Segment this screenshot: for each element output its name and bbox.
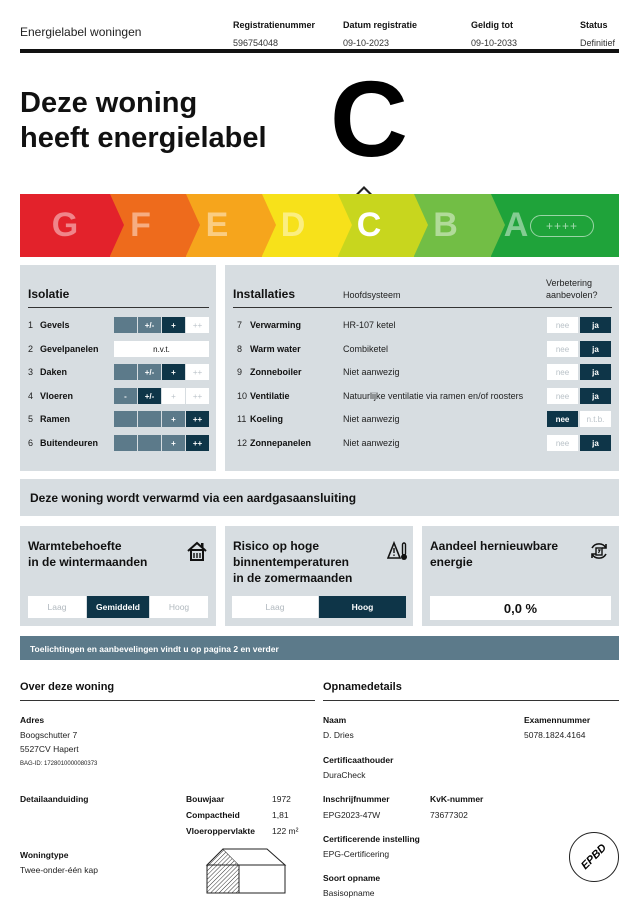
certificaathouder-label: Certificaathouder [323,755,394,765]
isolatie-cell: ++ [186,411,209,427]
soort-opname-value: Basisopname [323,888,375,898]
installatie-row-zonneboiler: 9 Zonneboiler [237,367,302,377]
risico-option-hoog: Hoog [319,596,406,618]
isolatie-cell: + [162,364,185,380]
scale-letter-d: D [280,206,306,244]
scale-letter-a: A [503,206,529,244]
kvk-value: 73677302 [430,810,468,820]
naam-label: Naam [323,715,347,725]
installaties-panel [225,265,619,471]
inschrijfnummer-value: EPG2023-47W [323,810,381,820]
bouwjaar-value: 1972 [272,794,291,804]
hernieuwbaar-panel: Aandeel hernieuwbare energie 0,0 % [422,526,619,626]
woningtype-value: Twee-onder-één kap [20,865,98,875]
bouwjaar-label: Bouwjaar [186,794,225,804]
inschrijfnummer-label: Inschrijfnummer [323,794,390,804]
verbetering-nee: nee [547,341,578,357]
isolatie-row-vloeren: 4 Vloeren [28,391,74,401]
opnamedetails-title: Opnamedetails [323,681,402,693]
scale-letter-f: F [130,206,151,244]
installaties-title: Installaties [233,287,296,301]
verbetering-nee: nee [547,364,578,380]
energy-scale [20,194,619,257]
isolatie-row-gevels: 1 Gevels [28,320,70,330]
isolatie-cell [138,435,161,451]
header-divider [20,49,619,53]
installatie-row-koeling: 11 Koeling [237,414,283,424]
hernieuwbaar-value: 0,0 % [430,596,611,620]
status-field: Status Definitief [580,20,616,48]
verbetering-nee: nee [547,411,578,427]
installatie-row-warm-water: 8 Warm water [237,344,301,354]
warmte-option-gemiddeld: Gemiddeld [87,596,149,618]
isolatie-cell [114,435,137,451]
compactheid-label: Compactheid [186,810,240,820]
hoofdsysteem-value: HR-107 ketel [343,320,396,330]
verbetering-ja: ja [580,317,611,333]
hoofdsysteem-value: Niet aanwezig [343,414,400,424]
adres-line1: Boogschutter 7 [20,730,78,740]
adres-line2: 5527CV Hapert [20,744,79,754]
installatie-row-ventilatie: 10 Ventilatie [237,391,290,401]
renewable-energy-icon [588,540,610,562]
isolatie-cell: + [162,388,185,404]
thermometer-warning-icon [387,540,409,562]
isolatie-cell [114,317,137,333]
naam-value: D. Dries [323,730,354,740]
isolatie-row-daken: 3 Daken [28,367,68,377]
isolatie-cell: ++ [186,388,209,404]
isolatie-cell: +/- [138,388,161,404]
hoofdsysteem-value: Natuurlijke ventilatie via ramen en/of roosters [343,391,524,401]
bag-id: BAG-ID: 1728010000080373 [20,761,98,767]
isolatie-cell: - [114,388,137,404]
certificaathouder-value: DuraCheck [323,770,366,780]
isolatie-nvt: n.v.t. [114,341,209,357]
scale-letter-g: G [51,206,79,244]
registratienummer-field: Registratienummer 596754048 [233,20,316,48]
verbetering-header: Verbetering aanbevolen? [546,278,598,300]
document-title: Energielabel woningen [20,25,142,39]
certificerende-instelling-label: Certificerende instelling [323,834,420,844]
risico-panel: Risico op hoge binnentemperaturen in de zomermaanden Laag Hoog [225,526,413,626]
house-heat-icon [186,540,208,562]
verbetering-nee: nee [547,317,578,333]
woningtype-label: Woningtype [20,850,69,860]
compactheid-value: 1,81 [272,810,289,820]
isolatie-cell [114,411,137,427]
examennummer-label: Examennummer [524,715,591,725]
scale-letter-c: C [356,206,382,244]
hoofdsysteem-value: Combiketel [343,344,389,354]
verbetering-ja: n.t.b. [580,411,611,427]
isolatie-row-buitendeuren: 6 Buitendeuren [28,438,99,448]
datum-registratie-field: Datum registratie 09-10-2023 [343,20,418,48]
installatie-row-verwarming: 7 Verwarming [237,320,302,330]
isolatie-panel [20,265,216,471]
verbetering-ja: ja [580,435,611,451]
isolatie-cell: +/- [138,317,161,333]
isolatie-title: Isolatie [28,287,70,301]
geldig-tot-field: Geldig tot 09-10-2033 [471,20,518,48]
verbetering-nee: nee [547,388,578,404]
over-woning-title: Over deze woning [20,681,115,693]
risico-option-laag: Laag [232,596,318,618]
isolatie-row-gevelpanelen: 2 Gevelpanelen [28,344,99,354]
adres-label: Adres [20,715,45,725]
isolatie-row-ramen: 5 Ramen [28,414,71,424]
isolatie-cell [114,364,137,380]
isolatie-cell: + [162,411,185,427]
scale-letter-e: E [205,206,229,244]
epbd-logo-icon: EPBD [569,832,619,882]
toelichting-banner: Toelichtingen en aanbevelingen vindt u op pagina 2 en verder [20,636,619,660]
certificerende-instelling-value: EPG-Certificering [323,849,390,859]
scale-band-g [20,194,110,257]
hoofdsysteem-value: Niet aanwezig [343,438,400,448]
aardgas-notice: Deze woning wordt verwarmd via een aardgasaansluiting [20,479,619,516]
warmtebehoefte-panel: Warmtebehoefte in de wintermaanden Laag Gemiddeld Hoog [20,526,216,626]
isolatie-cell: + [162,435,185,451]
examennummer-value: 5078.1824.4164 [524,730,586,740]
kvk-label: KvK-nummer [430,794,484,804]
warmte-option-hoog: Hoog [150,596,208,618]
headline: Deze woning heeft energielabel [20,87,267,154]
isolatie-cell: ++ [186,435,209,451]
detailaanduiding-label: Detailaanduiding [20,794,89,804]
scale-letter-b: B [433,206,458,244]
isolatie-cell [138,411,161,427]
verbetering-ja: ja [580,341,611,357]
verbetering-ja: ja [580,364,611,380]
semi-detached-house-icon [205,843,291,895]
isolatie-cell: ++ [186,364,209,380]
isolatie-cell: +/- [138,364,161,380]
warmte-option-laag: Laag [28,596,86,618]
hoofdsysteem-header: Hoofdsysteem [343,290,401,300]
isolatie-cell: + [162,317,185,333]
vloeroppervlakte-label: Vloeroppervlakte [186,826,255,836]
isolatie-cell: ++ [186,317,209,333]
soort-opname-label: Soort opname [323,873,381,883]
energy-label-letter: C [330,58,408,179]
verbetering-nee: nee [547,435,578,451]
hoofdsysteem-value: Niet aanwezig [343,367,400,377]
scale-plus-badge: ++++ [530,215,594,237]
verbetering-ja: ja [580,388,611,404]
installatie-row-zonnepanelen: 12 Zonnepanelen [237,438,312,448]
vloeroppervlakte-value: 122 m² [272,826,299,836]
